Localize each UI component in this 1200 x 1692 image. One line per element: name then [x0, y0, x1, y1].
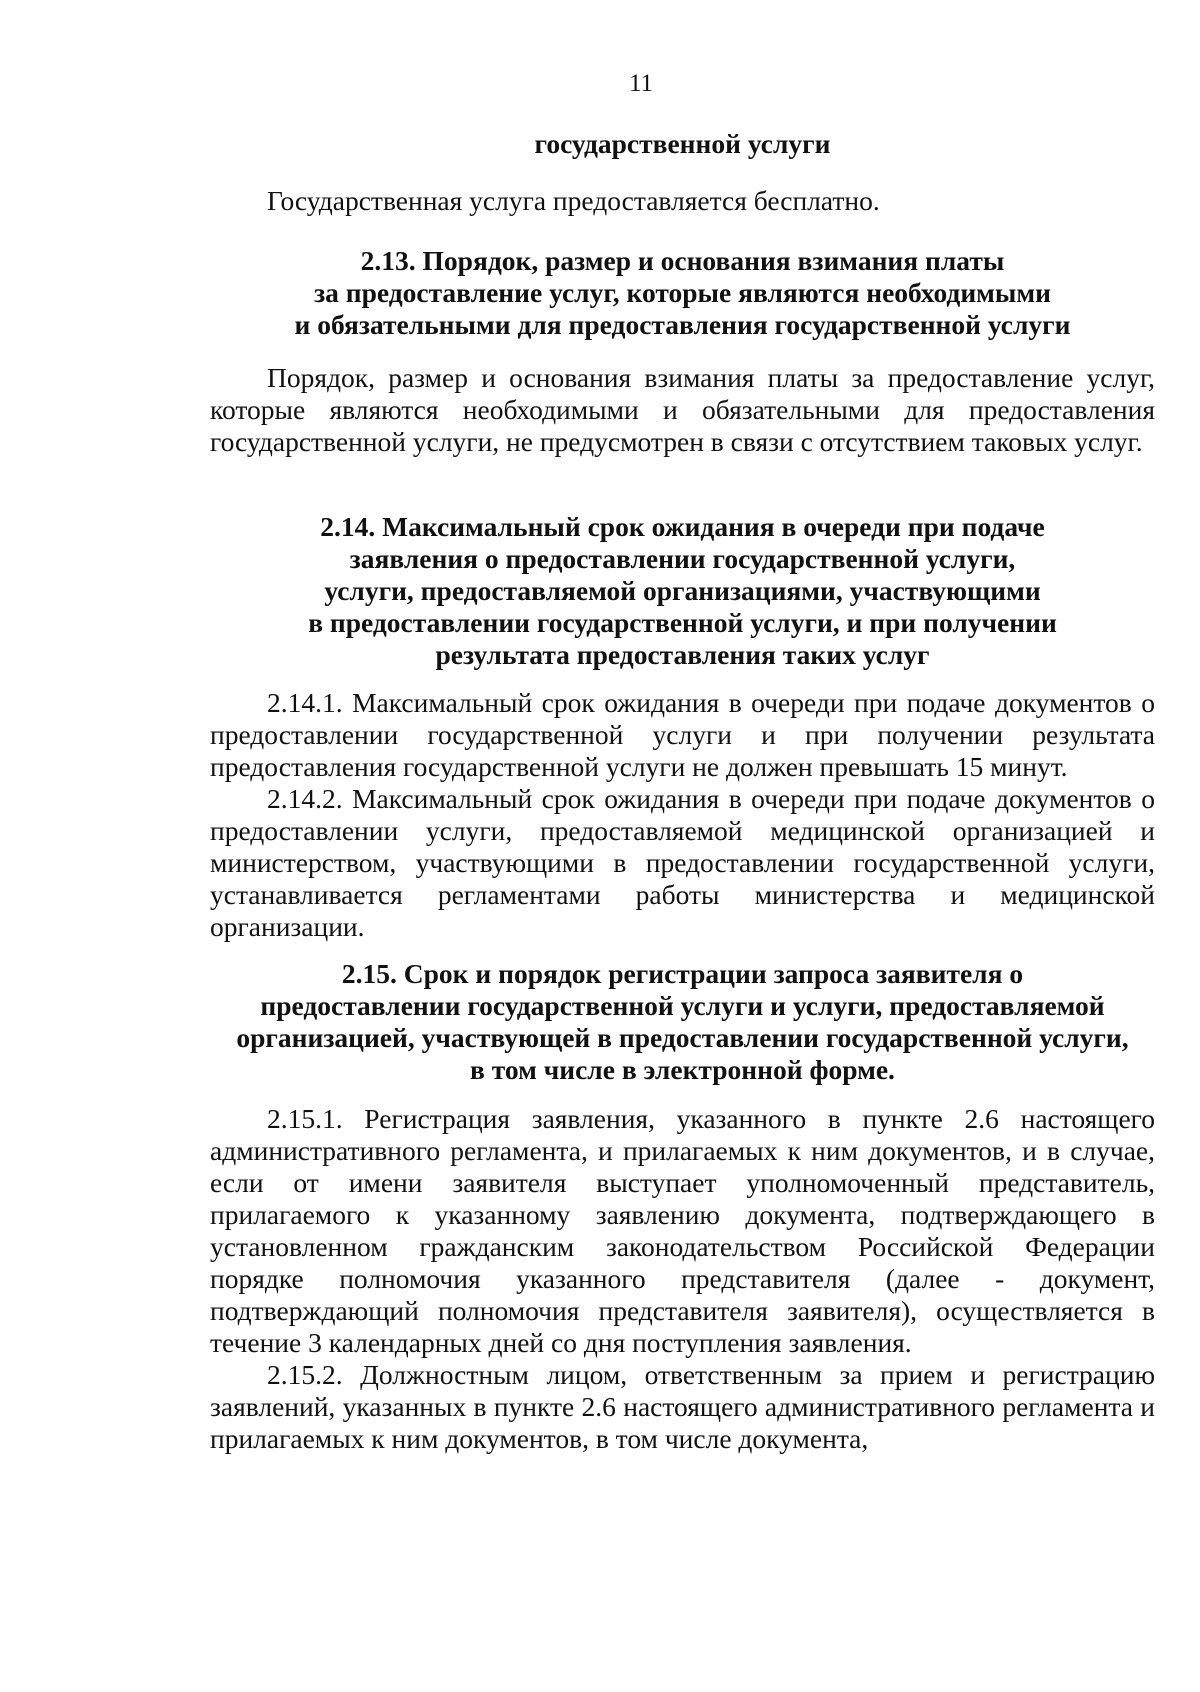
heading-line: результата предоставления таких услуг: [435, 639, 930, 670]
section-2-13-heading: [210, 245, 1155, 341]
heading-line: заявления о предоставлении государственной услуги,: [349, 543, 1016, 574]
page-number: 11: [628, 70, 654, 97]
paragraph-2-14-1: 2.14.1. Максимальный срок ожидания в очереди при подаче документов о предоставлении государственной услуги и при получении результата предоставления государственной услуги не должен превышать 15 минут.: [210, 687, 1155, 782]
heading-line: 2.15. Срок и порядок регистрации запроса заявителя о: [341, 958, 1024, 989]
heading-line: предоставлении государственной услуги и услуги, предоставляемой: [260, 990, 1105, 1021]
section-2-15-heading: [210, 958, 1155, 1086]
paragraph-2-15-1: 2.15.1. Регистрация заявления, указанного в пункте 2.6 настоящего административного регламента, и прилагаемых к ним документов, и в случае, если от имени заявителя выступает уполномоченный представитель, прилагаемого к указанному заявлению документа, подтверждающего в установленном гражданским законодательством Российской Федерации порядке полномочия указанного представителя (далее - документ, подтверждающий полномочия представителя заявителя), осуществляется в течение 3 календарных дней со дня поступления заявления.: [210, 1103, 1155, 1358]
paragraph-2-15-2: 2.15.2. Должностным лицом, ответственным за прием и регистрацию заявлений, указанных в пункте 2.6 настоящего административного регламента и прилагаемых к ним документов, в том числе документа,: [210, 1359, 1155, 1454]
heading-line: 2.13. Порядок, размер и основания взимания платы: [360, 245, 1005, 276]
free-service-paragraph: Государственная услуга предоставляется бесплатно.: [267, 185, 880, 216]
heading-line: в предоставлении государственной услуги, и при получении: [308, 607, 1057, 638]
section-heading-tail: государственной услуги: [534, 128, 831, 159]
heading-line: и обязательными для предоставления государственной услуги: [294, 309, 1071, 340]
paragraph-2-14-2: 2.14.2. Максимальный срок ожидания в очереди при подаче документов о предоставлении услуги, предоставляемой медицинской организацией и министерством, участвующими в предоставлении государственной услуги, устанавливается регламентами работы министерства и медицинской организации.: [210, 783, 1155, 942]
section-2-13-paragraph: Порядок, размер и основания взимания платы за предоставление услуг, которые являются необходимыми и обязательными для предоставления государственной услуги, не предусмотрен в связи с отсутствием таковых услуг.: [210, 362, 1155, 457]
heading-line: услуги, предоставляемой организациями, участвующими: [324, 575, 1041, 606]
heading-line: за предоставление услуг, которые являются необходимыми: [314, 277, 1051, 308]
section-2-14-heading: [210, 511, 1155, 671]
heading-line: 2.14. Максимальный срок ожидания в очереди при подаче: [320, 511, 1045, 542]
heading-line: в том числе в электронной форме.: [470, 1054, 895, 1085]
section-2-14-paragraphs: [210, 687, 1155, 943]
heading-line: организацией, участвующей в предоставлении государственной услуги,: [236, 1022, 1129, 1053]
section-2-15-paragraphs: [210, 1103, 1155, 1455]
